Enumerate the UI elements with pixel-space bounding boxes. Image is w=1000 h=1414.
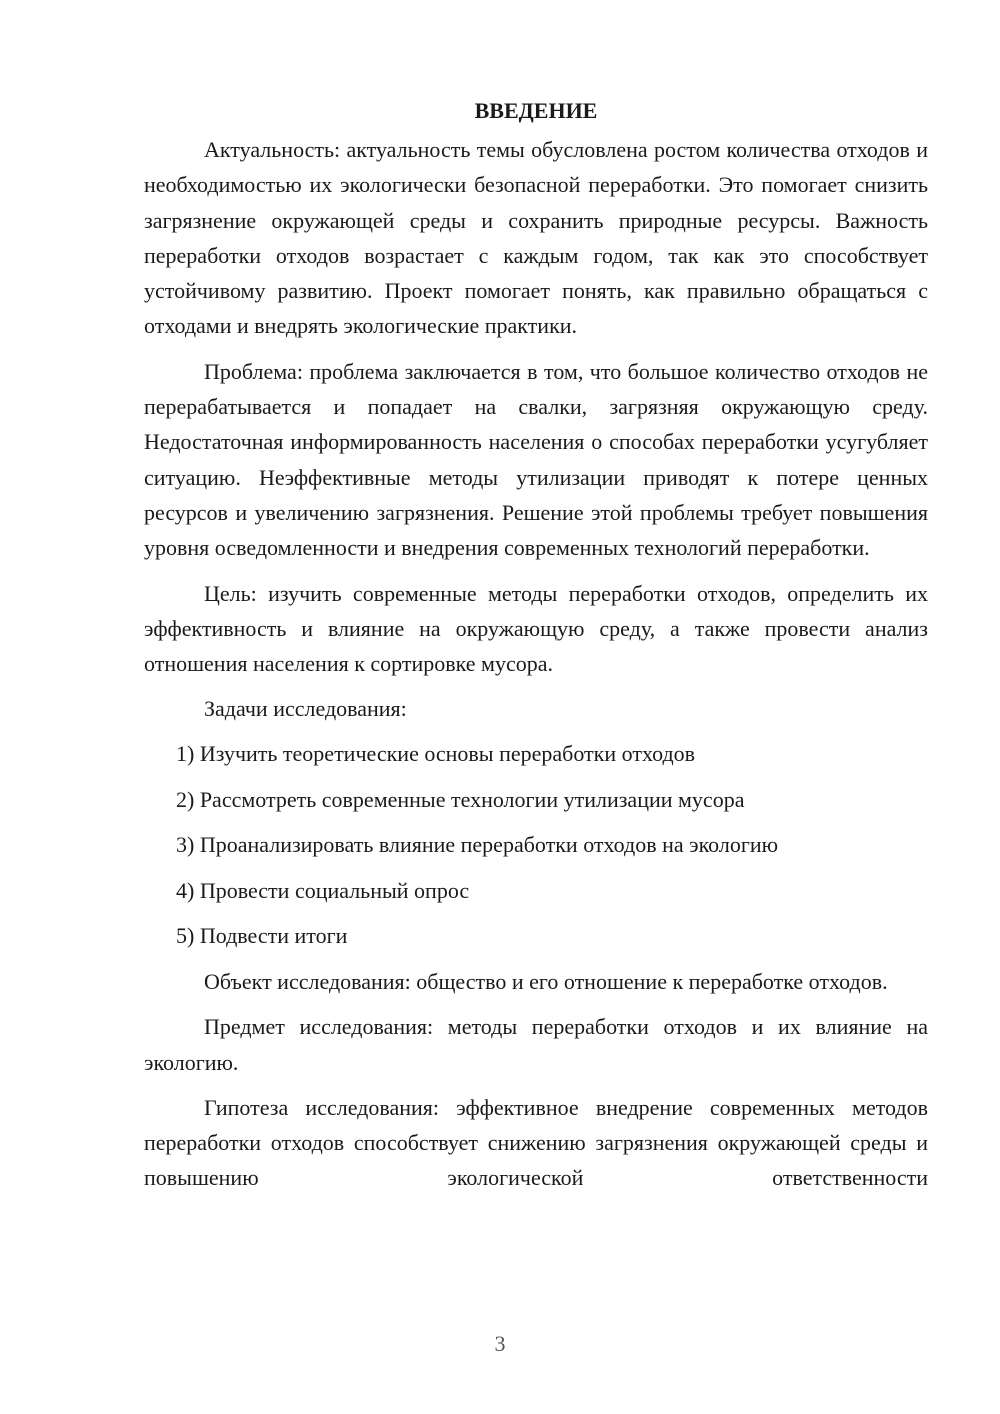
tasks-heading: Задачи исследования: [204, 696, 407, 722]
tasks-list [144, 736, 928, 953]
hypothesis-paragraph: Гипотеза исследования: эффективное внедрение современных методов переработки отходов способствует снижению загрязнения окружающей среды и повышению экологической ответственности [144, 1094, 928, 1191]
page-number: 3 [494, 1331, 506, 1356]
list-item: 5) Подвести итоги [176, 923, 348, 949]
object-paragraph: Объект исследования: общество и его отношение к переработке отходов. [204, 968, 888, 994]
problem-paragraph: Проблема: проблема заключается в том, что большое количество отходов не перерабатывается и попадает на свалки, загрязняя окружающую среду. Недостаточная информированность населения о способах переработки усугубляет ситуацию. Неэффективные методы утилизации приводят к потере ценных ресурсов и увеличению загрязнения. Решение этой проблемы требует повышения уровня осведомленности и внедрения современных технологий переработки. [144, 358, 928, 561]
list-item: 3) Проанализировать влияние переработки отходов на экологию [176, 832, 779, 858]
document-page [144, 94, 928, 1206]
list-item: 1) Изучить теоретические основы переработки отходов [176, 741, 696, 767]
list-item: 2) Рассмотреть современные технологии утилизации мусора [176, 786, 745, 812]
section-heading: ВВЕДЕНИЕ [474, 98, 598, 123]
subject-paragraph: Предмет исследования: методы переработки отходов и их влияние на экологию. [144, 1014, 928, 1075]
goal-paragraph: Цель: изучить современные методы переработки отходов, определить их эффективность и влияние на окружающую среду, а также провести анализ отношения населения к сортировке мусора. [144, 580, 928, 677]
relevance-paragraph: Актуальность: актуальность темы обусловлена ростом количества отходов и необходимостью их экологически безопасной переработки. Это помогает снизить загрязнение окружающей среды и сохранить природные ресурсы. Важность переработки отходов возрастает с каждым годом, так как это способствует устойчивому развитию. Проект помогает понять, как правильно обращаться с отходами и внедрять экологические практики. [144, 137, 928, 339]
list-item: 4) Провести социальный опрос [176, 877, 470, 903]
